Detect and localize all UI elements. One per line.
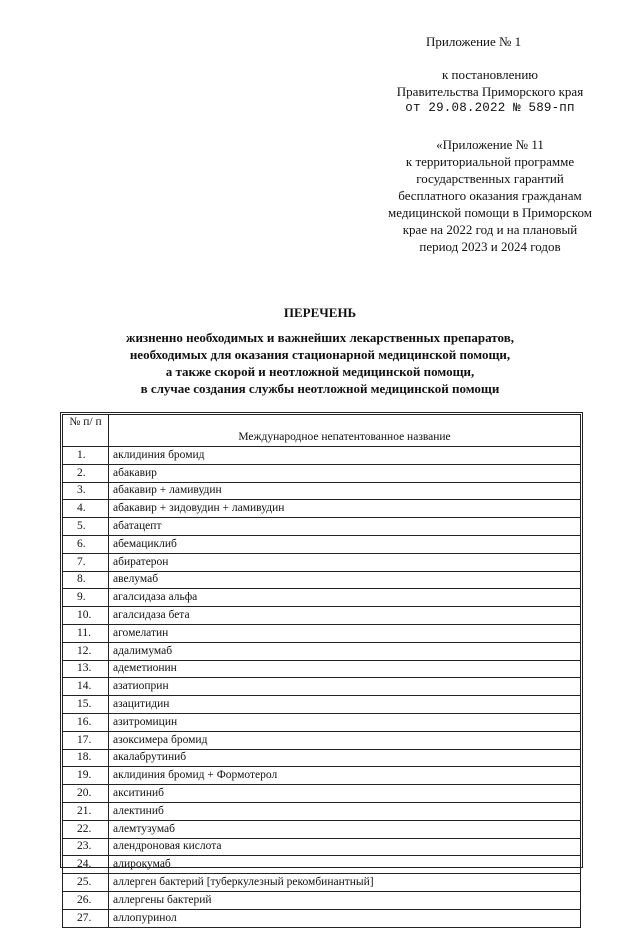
table-row [63,856,581,874]
drug-name: алектиниб [109,802,581,820]
document-title: ПЕРЕЧЕНЬ [283,305,357,320]
drug-name: аллерген бактерий [туберкулезный рекомбинантный] [109,874,581,892]
table-row [63,642,581,660]
subtitle-line: а также скорой и неотложной медицинской помощи, [165,364,475,379]
table-header-row [63,415,581,447]
document-subtitle [0,329,640,397]
program-line: медицинской помощи в Приморском [388,205,592,220]
table-row [63,713,581,731]
drug-name: адеметионин [109,660,581,678]
table-row [63,731,581,749]
table-row [63,838,581,856]
table-row [63,678,581,696]
drug-name: азоксимера бромид [109,731,581,749]
drug-name: аклидиния бромид [109,447,581,465]
row-number: 13. [63,660,109,678]
table-row [63,785,581,803]
table-row [63,518,581,536]
row-number: 27. [63,909,109,927]
resolution-reference [340,66,640,117]
table-row [63,660,581,678]
row-number: 19. [63,767,109,785]
drug-name: абемациклиб [109,535,581,553]
drug-name: аклидиния бромид + Формотерол [109,767,581,785]
row-number: 6. [63,535,109,553]
subtitle-line: в случае создания службы неотложной медицинской помощи [140,381,500,396]
drug-name: абакавир + зидовудин + ламивудин [109,500,581,518]
table-body [63,447,581,928]
row-number: 25. [63,874,109,892]
row-number: 12. [63,642,109,660]
program-line: период 2023 и 2024 годов [419,239,561,254]
table-row [63,464,581,482]
drug-name: агалсидаза альфа [109,589,581,607]
drug-name: абиратерон [109,553,581,571]
table-row [63,482,581,500]
drug-name: авелумаб [109,571,581,589]
drug-name: акситиниб [109,785,581,803]
subtitle-line: жизненно необходимых и важнейших лекарственных препаратов, [126,330,514,345]
drug-name: азацитидин [109,696,581,714]
drug-name: алирокумаб [109,856,581,874]
table-row [63,553,581,571]
drug-name: азитромицин [109,713,581,731]
drug-name: агалсидаза бета [109,607,581,625]
row-number: 24. [63,856,109,874]
table-row [63,607,581,625]
program-line: крае на 2022 год и на плановый [402,222,578,237]
row-number: 17. [63,731,109,749]
drug-name: алендроновая кислота [109,838,581,856]
row-number: 22. [63,820,109,838]
drug-name: абатацепт [109,518,581,536]
table-row [63,874,581,892]
table-row [63,500,581,518]
row-number: 8. [63,571,109,589]
table-row [63,802,581,820]
row-number: 26. [63,891,109,909]
row-number: 11. [63,624,109,642]
row-number: 16. [63,713,109,731]
drug-name: акалабрутиниб [109,749,581,767]
row-number: 23. [63,838,109,856]
drug-name: агомелатин [109,624,581,642]
drug-name: адалимумаб [109,642,581,660]
program-line: государственных гарантий [416,171,564,186]
header-number: № п/ п [63,415,109,447]
table-row [63,909,581,927]
appendix-number: Приложение № 1 [426,34,522,49]
row-number: 3. [63,482,109,500]
header-name: Международное непатентованное название [109,415,581,447]
drug-name: абакавир [109,464,581,482]
drug-table [62,414,581,928]
resolution-line: к постановлению [441,67,539,82]
row-number: 15. [63,696,109,714]
program-line: «Приложение № 11 [436,137,544,152]
row-number: 4. [63,500,109,518]
table-row [63,891,581,909]
table-row [63,571,581,589]
row-number: 20. [63,785,109,803]
row-number: 2. [63,464,109,482]
row-number: 10. [63,607,109,625]
row-number: 7. [63,553,109,571]
table-row [63,749,581,767]
drug-name: абакавир + ламивудин [109,482,581,500]
drug-name: аллергены бактерий [109,891,581,909]
row-number: 18. [63,749,109,767]
row-number: 5. [63,518,109,536]
row-number: 14. [63,678,109,696]
program-line: бесплатного оказания гражданам [398,188,582,203]
program-line: к территориальной программе [405,154,575,169]
table-row [63,535,581,553]
subtitle-line: необходимых для оказания стационарной медицинской помощи, [129,347,511,362]
table-row [63,820,581,838]
row-number: 1. [63,447,109,465]
resolution-date: от 29.08.2022 № 589-пп [405,101,575,115]
table-row [63,589,581,607]
table-row [63,767,581,785]
table-row [63,696,581,714]
table-row [63,624,581,642]
drug-name: алемтузумаб [109,820,581,838]
resolution-line: Правительства Приморского края [396,84,584,99]
program-reference [340,136,640,255]
table-row [63,447,581,465]
row-number: 21. [63,802,109,820]
drug-name: аллопуринол [109,909,581,927]
row-number: 9. [63,589,109,607]
drug-name: азатиоприн [109,678,581,696]
